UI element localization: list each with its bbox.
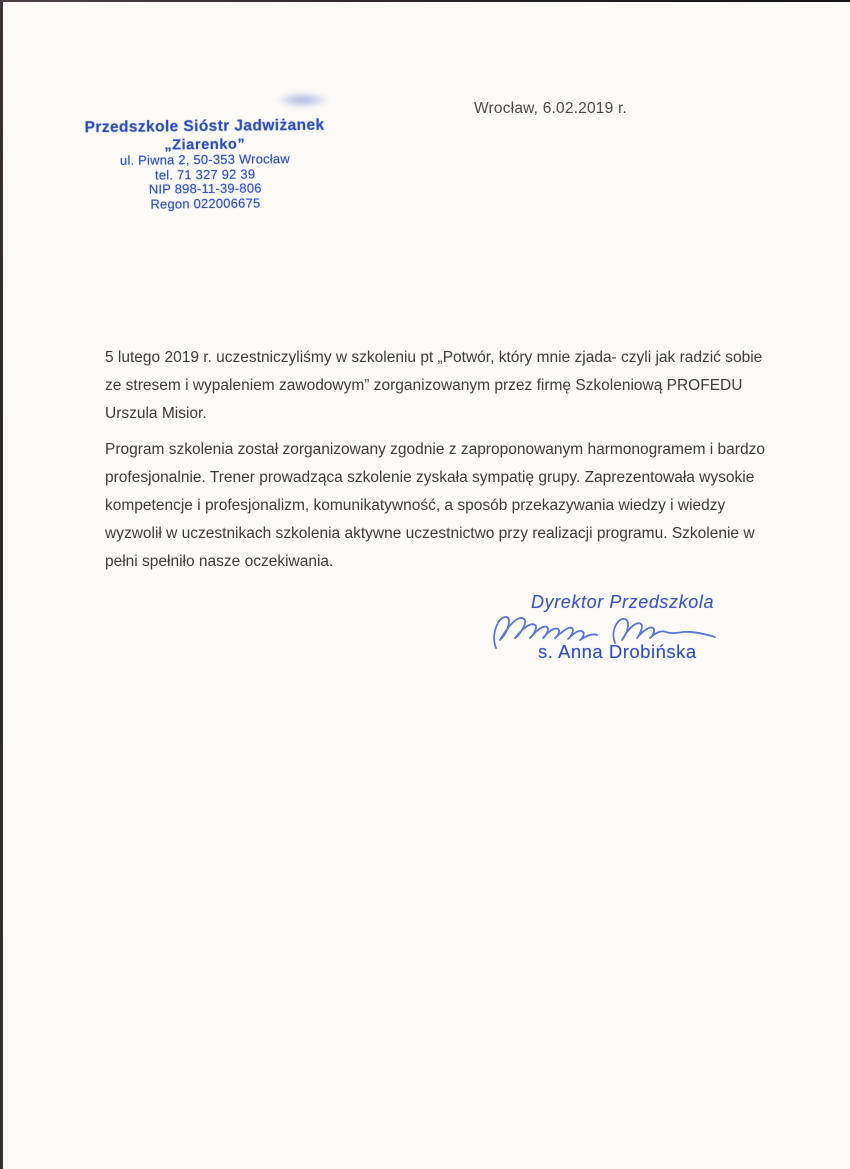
signature-title: Dyrektor Przedszkola [531,592,715,612]
stamp-nip: NIP 898-11-39-806 [148,180,262,197]
stamp-phone: tel. 71 327 92 39 [154,165,256,183]
stamp-regon: Regon 022006675 [150,194,261,212]
scan-edge-left [0,0,3,1169]
scan-edge-top [0,0,850,2]
letter-body [105,344,769,584]
body-paragraph-1: 5 lutego 2019 r. uczestniczyliśmy w szkoleniu pt „Potwór, który mnie zjada- czyli jak radzić sobie ze stresem i wypaleniem zawodowym” zorganizowanym przez firmę Szkoleniową PROFEDU Urszula Misior. [105,349,763,422]
stamp-org-subname: „Ziarenko” [164,136,246,154]
stamp-org-name: Przedszkole Sióstr Jadwiżanek [84,116,325,137]
body-paragraph-2: Program szkolenia został zorganizowany zgodnie z zaproponowanym harmonogramem i bardzo profesjonalnie. Trener prowadząca szkolenie zyskała sympatię grupy. Zaprezentowała wysokie kompetencje i profesjonalizm, komunikatywność, a sposób przekazywania wiedzy i wiedzy wyzwolił w uczestnikach szkolenia aktywne uczestnictwo przy realizacji programu. Szkolenie w pełni spełniło nasze oczekiwania. [105,441,765,570]
letter-date: Wrocław, 6.02.2019 r. [474,100,627,117]
signature-name: s. Anna Drobińska [538,641,697,662]
stamp-address: ul. Piwna 2, 50-353 Wrocław [119,151,290,168]
stamp-ink-smudge [275,92,330,108]
organization-stamp [70,117,341,213]
